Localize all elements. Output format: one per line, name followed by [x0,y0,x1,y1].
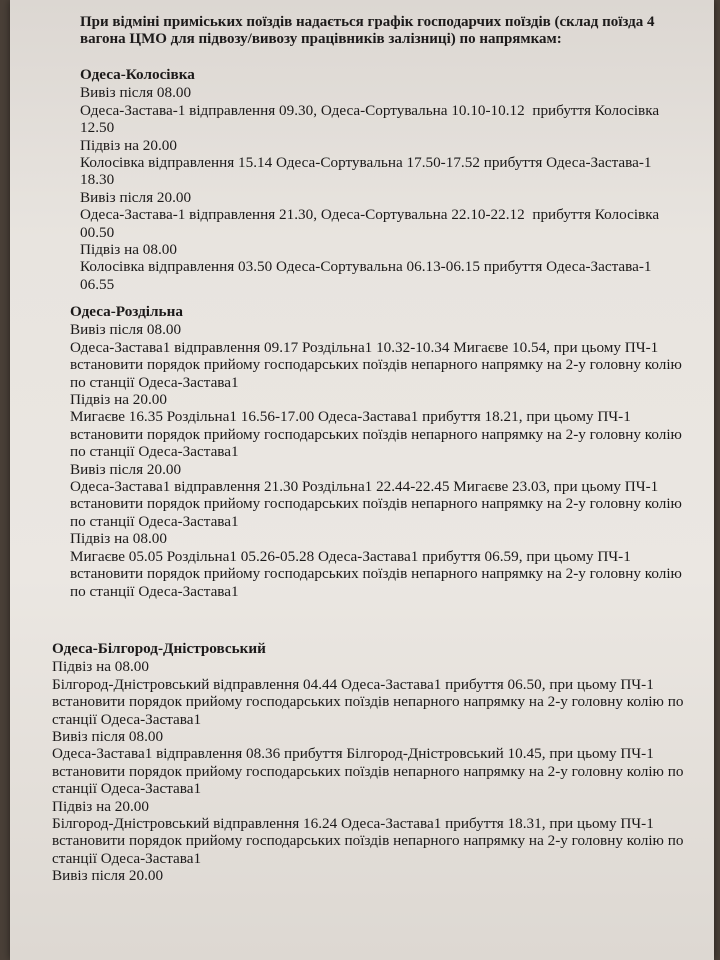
section-heading: Одеса-Білгород-Дністровський [52,640,266,657]
schedule-line: Вивіз після 20.00 [52,867,164,885]
schedule-line: Мигаєве 05.05 Роздільна1 05.26-05.28 Одеса-Застава1 прибуття 06.59, при цьому ПЧ-1 встановити порядок прийому господарських поїздів непарного напрямку на 2-у головну колію по станції Одеса-Застава1 [70,547,686,600]
schedule-line: Білгород-Дністровський відправлення 04.44 Одеса-Застава1 прибуття 06.50, при цьому ПЧ-1 встановити порядок прийому господарських поїздів непарного напрямку на 2-у головну колію по станції Одеса-Застава1 [52,675,688,728]
schedule-line: Підвіз на 20.00 [80,136,177,154]
intro-paragraph: При відміні приміських поїздів надається графік господарчих поїздів (склад поїзда 4 вагона ЦМО для підвозу/вивозу працівників залізниці) по напрямкам: [80,14,655,47]
schedule-line: Підвіз на 08.00 [80,241,177,259]
schedule-line: Підвіз на 08.00 [70,530,167,548]
schedule-line: Одеса-Застава1 відправлення 21.30 Роздільна1 22.44-22.45 Мигаєве 23.03, при цьому ПЧ-1 встановити порядок прийому господарських поїздів непарного напрямку на 2-у головну колію по станції Одеса-Застава1 [70,478,686,530]
section-odesa-bilhorod-dnistrovskyi [52,640,697,885]
section-heading: Одеса-Роздільна [70,303,183,320]
schedule-line: Білгород-Дністровський відправлення 16.24 Одеса-Застава1 прибуття 18.31, при цьому ПЧ-1 встановити порядок прийому господарських поїздів непарного напрямку на 2-у головну колію по станції Одеса-Застава1 [52,815,688,867]
schedule-line: Вивіз після 08.00 [80,84,192,102]
schedule-line: Вивіз після 20.00 [70,460,182,478]
section-odesa-rozdilna [70,303,695,600]
schedule-line: Одеса-Застава1 відправлення 08.36 прибуття Білгород-Дністровський 10.45, при цьому ПЧ-1 встановити порядок прийому господарських поїздів непарного напрямку на 2-у головну колію по станції Одеса-Застава1 [52,745,688,798]
schedule-line: Підвіз на 20.00 [52,797,149,815]
schedule-line: Вивіз після 08.00 [52,728,164,746]
schedule-line: Одеса-Застава1 відправлення 09.17 Роздільна1 10.32-10.34 Мигаєве 10.54, при цьому ПЧ-1 встановити порядок прийому господарських поїздів непарного напрямку на 2-у головну колію по станції Одеса-Застава1 [70,338,686,391]
schedule-line: Одеса-Застава-1 відправлення 21.30, Одеса-Сортувальна 22.10-22.12 прибуття Колосівка 00.50 [80,206,663,241]
section-odesa-kolosivka [80,66,680,293]
schedule-line: Вивіз після 08.00 [70,321,182,339]
schedule-line: Мигаєве 16.35 Роздільна1 16.56-17.00 Одеса-Застава1 прибуття 18.21, при цьому ПЧ-1 встановити порядок прийому господарських поїздів непарного напрямку на 2-у головну колію по станції Одеса-Застава1 [70,408,686,461]
schedule-line: Колосівка відправлення 03.50 Одеса-Сортувальна 06.13-06.15 прибуття Одеса-Застава-1 06.55 [80,258,656,293]
schedule-line: Підвіз на 20.00 [70,391,167,409]
schedule-line: Одеса-Застава-1 відправлення 09.30, Одеса-Сортувальна 10.10-10.12 прибуття Колосівка 12.50 [80,101,663,137]
schedule-line: Підвіз на 08.00 [52,658,149,676]
section-heading: Одеса-Колосівка [80,66,195,83]
schedule-line: Вивіз після 20.00 [80,188,192,206]
schedule-line: Колосівка відправлення 15.14 Одеса-Сортувальна 17.50-17.52 прибуття Одеса-Застава-1 18.30 [80,154,656,189]
